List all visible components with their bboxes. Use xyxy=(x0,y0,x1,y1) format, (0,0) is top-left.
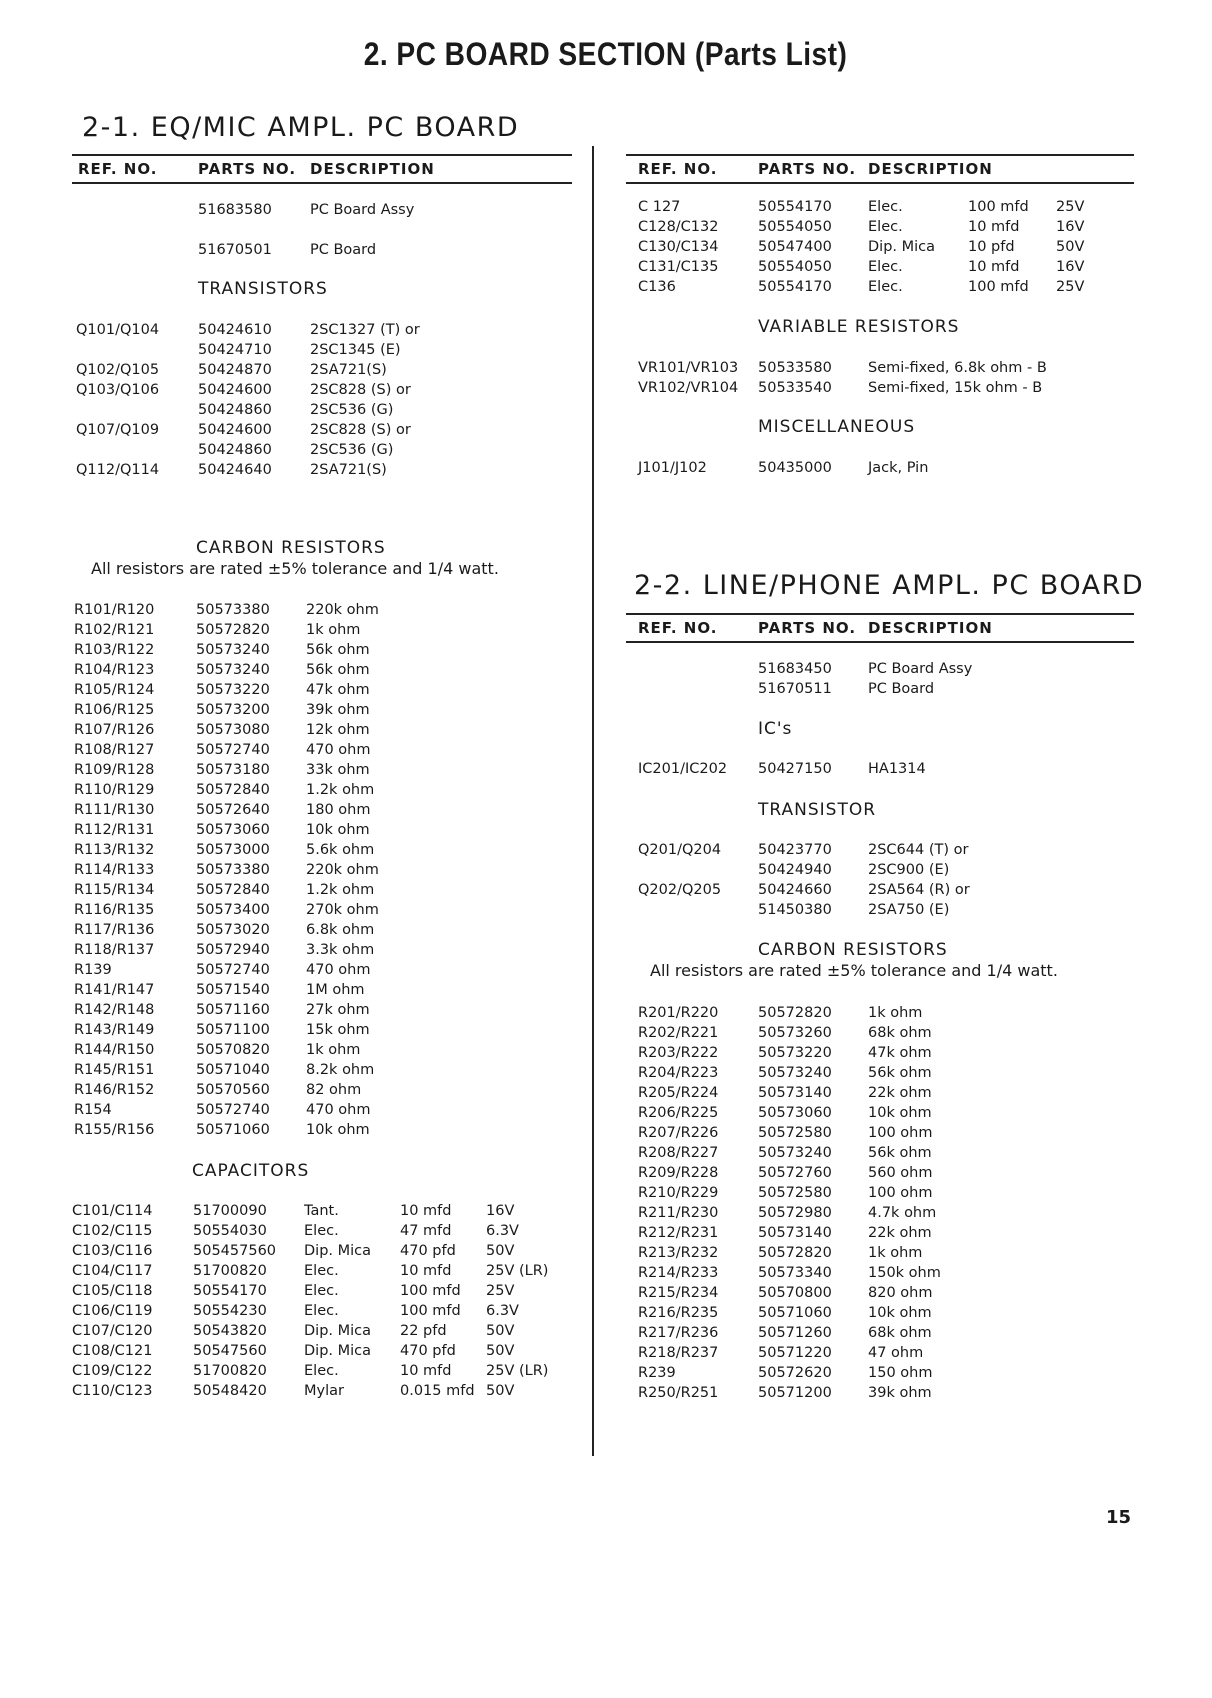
ref-no: R214/R233 xyxy=(638,1265,719,1281)
cap-type: Elec. xyxy=(868,279,903,295)
description: 56k ohm xyxy=(306,642,370,658)
parts-no: 50554170 xyxy=(193,1283,267,1299)
parts-no: 50572620 xyxy=(758,1365,832,1381)
ref-no: C101/C114 xyxy=(72,1203,153,1219)
cap-voltage: 6.3V xyxy=(486,1303,519,1319)
cap-value: 10 mfd xyxy=(968,259,1020,275)
parts-no: 51700090 xyxy=(193,1203,267,1219)
description: 5.6k ohm xyxy=(306,842,375,858)
description: 2SC1345 (E) xyxy=(310,342,401,358)
parts-no: 50554030 xyxy=(193,1223,267,1239)
ref-no: R146/R152 xyxy=(74,1082,155,1098)
cap-voltage: 6.3V xyxy=(486,1223,519,1239)
description: 10k ohm xyxy=(306,822,370,838)
ref-no: J101/J102 xyxy=(638,460,707,476)
parts-no: 50571160 xyxy=(196,1002,270,1018)
description: 150 ohm xyxy=(868,1365,933,1381)
ref-no: VR101/VR103 xyxy=(638,360,739,376)
description: 2SA721(S) xyxy=(310,362,387,378)
description: 3.3k ohm xyxy=(306,942,375,958)
parts-no: 50572760 xyxy=(758,1165,832,1181)
ref-no: C102/C115 xyxy=(72,1223,153,1239)
description: 470 ohm xyxy=(306,742,371,758)
description: 39k ohm xyxy=(306,702,370,718)
cap-type: Elec. xyxy=(868,219,903,235)
header-description: DESCRIPTION xyxy=(868,619,993,637)
parts-no: 50533540 xyxy=(758,380,832,396)
ref-no: R113/R132 xyxy=(74,842,155,858)
parts-no: 50424640 xyxy=(198,462,272,478)
ref-no: R103/R122 xyxy=(74,642,155,658)
cap-voltage: 50V xyxy=(486,1343,515,1359)
parts-no: 505457560 xyxy=(193,1243,277,1259)
ref-no: R144/R150 xyxy=(74,1042,155,1058)
description: Semi-fixed, 15k ohm - B xyxy=(868,380,1043,396)
parts-no: 50424860 xyxy=(198,442,272,458)
table-header-left xyxy=(72,154,572,184)
description: 2SC1327 (T) or xyxy=(310,322,420,338)
parts-no: 50571220 xyxy=(758,1345,832,1361)
description: 56k ohm xyxy=(868,1145,932,1161)
ref-no: C105/C118 xyxy=(72,1283,153,1299)
description: 8.2k ohm xyxy=(306,1062,375,1078)
header-ref-no: REF. NO. xyxy=(78,160,158,178)
header-description: DESCRIPTION xyxy=(868,160,993,178)
description: 68k ohm xyxy=(868,1025,932,1041)
description: 220k ohm xyxy=(306,862,379,878)
parts-no: 50572820 xyxy=(758,1245,832,1261)
parts-no: 51700820 xyxy=(193,1363,267,1379)
description: 27k ohm xyxy=(306,1002,370,1018)
cap-type: Elec. xyxy=(868,259,903,275)
description: 2SA721(S) xyxy=(310,462,387,478)
ref-no: C103/C116 xyxy=(72,1243,153,1259)
ref-no: R211/R230 xyxy=(638,1205,719,1221)
section-title-eq-mic: 2-1. EQ/MIC AMPL. PC BOARD xyxy=(82,112,520,143)
cap-type: Dip. Mica xyxy=(868,239,936,255)
header-ref-no: REF. NO. xyxy=(638,619,718,637)
description: 2SC828 (S) or xyxy=(310,422,411,438)
cap-value: 10 mfd xyxy=(400,1203,452,1219)
cap-value: 10 mfd xyxy=(400,1363,452,1379)
ref-no: R116/R135 xyxy=(74,902,155,918)
parts-no: 50573240 xyxy=(196,662,270,678)
parts-no: 51683580 xyxy=(198,202,272,218)
group-title-carbon-resistors: CARBON RESISTORS xyxy=(196,538,386,558)
description: 2SA564 (R) or xyxy=(868,882,970,898)
ref-no: R111/R130 xyxy=(74,802,155,818)
description: 1.2k ohm xyxy=(306,882,375,898)
resistor-rating-note: All resistors are rated ±5% tolerance and 1/4 watt. xyxy=(91,559,499,578)
cap-value: 470 pfd xyxy=(400,1343,456,1359)
parts-no: 50547560 xyxy=(193,1343,267,1359)
parts-no: 50571040 xyxy=(196,1062,270,1078)
parts-no: 50424600 xyxy=(198,422,272,438)
description: 68k ohm xyxy=(868,1325,932,1341)
parts-no: 50573200 xyxy=(196,702,270,718)
description: 10k ohm xyxy=(868,1305,932,1321)
parts-no: 50424710 xyxy=(198,342,272,358)
cap-voltage: 25V xyxy=(1056,199,1085,215)
parts-no: 50572820 xyxy=(196,622,270,638)
ref-no: R212/R231 xyxy=(638,1225,719,1241)
parts-no: 50424860 xyxy=(198,402,272,418)
description: PC Board Assy xyxy=(310,202,415,218)
parts-no: 50572840 xyxy=(196,782,270,798)
description: 100 ohm xyxy=(868,1185,933,1201)
ref-no: C130/C134 xyxy=(638,239,719,255)
description: PC Board xyxy=(310,242,377,258)
column-divider xyxy=(592,146,594,1456)
ref-no: R216/R235 xyxy=(638,1305,719,1321)
ref-no: R217/R236 xyxy=(638,1325,719,1341)
parts-no: 50424660 xyxy=(758,882,832,898)
parts-no: 50571540 xyxy=(196,982,270,998)
parts-no: 50572940 xyxy=(196,942,270,958)
ref-no: R250/R251 xyxy=(638,1385,719,1401)
ref-no: R107/R126 xyxy=(74,722,155,738)
description: 22k ohm xyxy=(868,1225,932,1241)
parts-no: 50572580 xyxy=(758,1185,832,1201)
ref-no: R110/R129 xyxy=(74,782,155,798)
cap-value: 100 mfd xyxy=(968,199,1029,215)
ref-no: R101/R120 xyxy=(74,602,155,618)
parts-no: 50571200 xyxy=(758,1385,832,1401)
cap-value: 100 mfd xyxy=(400,1283,461,1299)
ref-no: R145/R151 xyxy=(74,1062,155,1078)
cap-voltage: 16V xyxy=(1056,259,1085,275)
resistor-rating-note: All resistors are rated ±5% tolerance and 1/4 watt. xyxy=(650,961,1058,980)
parts-no: 50570560 xyxy=(196,1082,270,1098)
description: 1k ohm xyxy=(306,622,361,638)
ref-no: R143/R149 xyxy=(74,1022,155,1038)
cap-type: Dip. Mica xyxy=(304,1343,372,1359)
parts-no: 50570800 xyxy=(758,1285,832,1301)
cap-voltage: 50V xyxy=(1056,239,1085,255)
cap-voltage: 16V xyxy=(1056,219,1085,235)
description: 47k ohm xyxy=(868,1045,932,1061)
description: 33k ohm xyxy=(306,762,370,778)
cap-type: Dip. Mica xyxy=(304,1243,372,1259)
cap-value: 22 pfd xyxy=(400,1323,447,1339)
table-header-line-phone xyxy=(626,613,1134,643)
description: 270k ohm xyxy=(306,902,379,918)
description: 1k ohm xyxy=(868,1245,923,1261)
parts-no: 50573180 xyxy=(196,762,270,778)
ref-no: R155/R156 xyxy=(74,1122,155,1138)
cap-value: 47 mfd xyxy=(400,1223,452,1239)
parts-no: 50573380 xyxy=(196,862,270,878)
ref-no: C136 xyxy=(638,279,676,295)
ref-no: R204/R223 xyxy=(638,1065,719,1081)
ref-no: R114/R133 xyxy=(74,862,155,878)
description: 1.2k ohm xyxy=(306,782,375,798)
parts-no: 50571260 xyxy=(758,1325,832,1341)
ref-no: Q102/Q105 xyxy=(76,362,160,378)
ref-no: R115/R134 xyxy=(74,882,155,898)
description: PC Board Assy xyxy=(868,661,973,677)
description: 1M ohm xyxy=(306,982,365,998)
header-description: DESCRIPTION xyxy=(310,160,435,178)
cap-value: 100 mfd xyxy=(400,1303,461,1319)
description: 82 ohm xyxy=(306,1082,362,1098)
cap-value: 10 pfd xyxy=(968,239,1015,255)
description: 470 ohm xyxy=(306,1102,371,1118)
ref-no: C107/C120 xyxy=(72,1323,153,1339)
description: PC Board xyxy=(868,681,935,697)
ref-no: Q202/Q205 xyxy=(638,882,722,898)
cap-type: Mylar xyxy=(304,1383,344,1399)
table-header-right xyxy=(626,154,1134,184)
cap-value: 10 mfd xyxy=(400,1263,452,1279)
description: 560 ohm xyxy=(868,1165,933,1181)
header-parts-no: PARTS NO. xyxy=(198,160,297,178)
header-ref-no: REF. NO. xyxy=(638,160,718,178)
ref-no: R205/R224 xyxy=(638,1085,719,1101)
ref-no: C128/C132 xyxy=(638,219,719,235)
ref-no: R207/R226 xyxy=(638,1125,719,1141)
description: 22k ohm xyxy=(868,1085,932,1101)
parts-no: 50533580 xyxy=(758,360,832,376)
parts-no: 50573220 xyxy=(196,682,270,698)
description: 12k ohm xyxy=(306,722,370,738)
description: 39k ohm xyxy=(868,1385,932,1401)
parts-no: 50572580 xyxy=(758,1125,832,1141)
ref-no: Q112/Q114 xyxy=(76,462,160,478)
parts-no: 50571060 xyxy=(196,1122,270,1138)
parts-no: 50543820 xyxy=(193,1323,267,1339)
ref-no: R141/R147 xyxy=(74,982,155,998)
cap-type: Elec. xyxy=(304,1283,339,1299)
parts-no: 50572740 xyxy=(196,1102,270,1118)
cap-type: Elec. xyxy=(868,199,903,215)
cap-type: Elec. xyxy=(304,1223,339,1239)
ref-no: C109/C122 xyxy=(72,1363,153,1379)
cap-value: 10 mfd xyxy=(968,219,1020,235)
ref-no: R106/R125 xyxy=(74,702,155,718)
parts-no: 50547400 xyxy=(758,239,832,255)
ref-no: Q107/Q109 xyxy=(76,422,160,438)
ref-no: R109/R128 xyxy=(74,762,155,778)
parts-no: 50571060 xyxy=(758,1305,832,1321)
ref-no: R108/R127 xyxy=(74,742,155,758)
description: 470 ohm xyxy=(306,962,371,978)
description: 2SC536 (G) xyxy=(310,442,394,458)
cap-type: Tant. xyxy=(304,1203,339,1219)
cap-voltage: 16V xyxy=(486,1203,515,1219)
parts-no: 50573240 xyxy=(196,642,270,658)
description: 1k ohm xyxy=(306,1042,361,1058)
description: Jack, Pin xyxy=(868,460,929,476)
cap-voltage: 25V xyxy=(486,1283,515,1299)
ref-no: R142/R148 xyxy=(74,1002,155,1018)
parts-no: 50573140 xyxy=(758,1225,832,1241)
cap-voltage: 25V (LR) xyxy=(486,1263,549,1279)
ref-no: R117/R136 xyxy=(74,922,155,938)
description: 2SC536 (G) xyxy=(310,402,394,418)
parts-no: 50424940 xyxy=(758,862,832,878)
group-title-capacitors: CAPACITORS xyxy=(192,1161,310,1181)
ref-no: R102/R121 xyxy=(74,622,155,638)
parts-no: 50573240 xyxy=(758,1145,832,1161)
parts-no: 50572740 xyxy=(196,962,270,978)
description: HA1314 xyxy=(868,761,926,777)
group-title-transistor: TRANSISTOR xyxy=(758,800,877,820)
parts-no: 50435000 xyxy=(758,460,832,476)
cap-voltage: 25V (LR) xyxy=(486,1363,549,1379)
parts-no: 50573020 xyxy=(196,922,270,938)
description: 2SC900 (E) xyxy=(868,862,950,878)
ref-no: Q201/Q204 xyxy=(638,842,722,858)
cap-value: 470 pfd xyxy=(400,1243,456,1259)
cap-voltage: 25V xyxy=(1056,279,1085,295)
parts-no: 50424600 xyxy=(198,382,272,398)
parts-no: 50573340 xyxy=(758,1265,832,1281)
description: 820 ohm xyxy=(868,1285,933,1301)
parts-no: 50573000 xyxy=(196,842,270,858)
ref-no: R218/R237 xyxy=(638,1345,719,1361)
description: 56k ohm xyxy=(306,662,370,678)
parts-no: 50572740 xyxy=(196,742,270,758)
group-title-carbon-resistors: CARBON RESISTORS xyxy=(758,940,948,960)
ref-no: C104/C117 xyxy=(72,1263,153,1279)
ref-no: R154 xyxy=(74,1102,112,1118)
ref-no: R208/R227 xyxy=(638,1145,719,1161)
ref-no: R118/R137 xyxy=(74,942,155,958)
ref-no: R209/R228 xyxy=(638,1165,719,1181)
parts-no: 50573220 xyxy=(758,1045,832,1061)
ref-no: R206/R225 xyxy=(638,1105,719,1121)
parts-no: 51683450 xyxy=(758,661,832,677)
cap-voltage: 50V xyxy=(486,1243,515,1259)
parts-no: 50423770 xyxy=(758,842,832,858)
ref-no: C110/C123 xyxy=(72,1383,153,1399)
parts-no: 50573140 xyxy=(758,1085,832,1101)
ref-no: C108/C121 xyxy=(72,1343,153,1359)
parts-no: 50573060 xyxy=(196,822,270,838)
ref-no: R105/R124 xyxy=(74,682,155,698)
parts-no: 50571100 xyxy=(196,1022,270,1038)
parts-no: 50570820 xyxy=(196,1042,270,1058)
description: 15k ohm xyxy=(306,1022,370,1038)
parts-no: 50573080 xyxy=(196,722,270,738)
parts-no: 50424610 xyxy=(198,322,272,338)
description: 10k ohm xyxy=(868,1105,932,1121)
parts-no: 50573240 xyxy=(758,1065,832,1081)
description: 6.8k ohm xyxy=(306,922,375,938)
header-parts-no: PARTS NO. xyxy=(758,160,857,178)
parts-no: 50573380 xyxy=(196,602,270,618)
ref-no: R112/R131 xyxy=(74,822,155,838)
ref-no: R215/R234 xyxy=(638,1285,719,1301)
ref-no: IC201/IC202 xyxy=(638,761,728,777)
description: 2SC828 (S) or xyxy=(310,382,411,398)
ref-no: C131/C135 xyxy=(638,259,719,275)
description: Semi-fixed, 6.8k ohm - B xyxy=(868,360,1047,376)
ref-no: R213/R232 xyxy=(638,1245,719,1261)
ref-no: R139 xyxy=(74,962,112,978)
parts-no: 51670511 xyxy=(758,681,832,697)
parts-no: 50572640 xyxy=(196,802,270,818)
parts-no: 50572840 xyxy=(196,882,270,898)
parts-no: 50573260 xyxy=(758,1025,832,1041)
description: 220k ohm xyxy=(306,602,379,618)
ref-no: C 127 xyxy=(638,199,681,215)
parts-no: 50427150 xyxy=(758,761,832,777)
parts-no: 50572980 xyxy=(758,1205,832,1221)
parts-no: 50554050 xyxy=(758,219,832,235)
description: 56k ohm xyxy=(868,1065,932,1081)
cap-type: Elec. xyxy=(304,1363,339,1379)
cap-voltage: 50V xyxy=(486,1323,515,1339)
cap-voltage: 50V xyxy=(486,1383,515,1399)
cap-value: 100 mfd xyxy=(968,279,1029,295)
parts-no: 51700820 xyxy=(193,1263,267,1279)
page-title: 2. PC BOARD SECTION (Parts List) xyxy=(363,36,848,72)
parts-no: 50573400 xyxy=(196,902,270,918)
parts-no: 51450380 xyxy=(758,902,832,918)
description: 4.7k ohm xyxy=(868,1205,937,1221)
parts-no: 50554170 xyxy=(758,199,832,215)
cap-value: 0.015 mfd xyxy=(400,1383,475,1399)
ref-no: R239 xyxy=(638,1365,676,1381)
ref-no: R202/R221 xyxy=(638,1025,719,1041)
ref-no: R104/R123 xyxy=(74,662,155,678)
group-title-miscellaneous: MISCELLANEOUS xyxy=(758,417,916,437)
ref-no: R210/R229 xyxy=(638,1185,719,1201)
ref-no: R203/R222 xyxy=(638,1045,719,1061)
parts-no: 50572820 xyxy=(758,1005,832,1021)
header-parts-no: PARTS NO. xyxy=(758,619,857,637)
description: 100 ohm xyxy=(868,1125,933,1141)
cap-type: Dip. Mica xyxy=(304,1323,372,1339)
parts-no: 50554050 xyxy=(758,259,832,275)
description: 10k ohm xyxy=(306,1122,370,1138)
parts-no: 50554230 xyxy=(193,1303,267,1319)
ref-no: Q101/Q104 xyxy=(76,322,160,338)
group-title-transistors: TRANSISTORS xyxy=(198,279,328,299)
ref-no: Q103/Q106 xyxy=(76,382,160,398)
parts-no: 50548420 xyxy=(193,1383,267,1399)
section-title-line-phone: 2-2. LINE/PHONE AMPL. PC BOARD xyxy=(634,570,1145,601)
ref-no: C106/C119 xyxy=(72,1303,153,1319)
description: 2SA750 (E) xyxy=(868,902,950,918)
parts-no: 50424870 xyxy=(198,362,272,378)
description: 180 ohm xyxy=(306,802,371,818)
group-title-ics: IC's xyxy=(758,719,793,739)
parts-no: 50554170 xyxy=(758,279,832,295)
description: 1k ohm xyxy=(868,1005,923,1021)
ref-no: VR102/VR104 xyxy=(638,380,739,396)
page-number: 15 xyxy=(1106,1507,1132,1528)
parts-no: 50573060 xyxy=(758,1105,832,1121)
group-title-variable-resistors: VARIABLE RESISTORS xyxy=(758,317,960,337)
description: 150k ohm xyxy=(868,1265,941,1281)
description: 47 ohm xyxy=(868,1345,924,1361)
cap-type: Elec. xyxy=(304,1303,339,1319)
description: 47k ohm xyxy=(306,682,370,698)
parts-no: 51670501 xyxy=(198,242,272,258)
ref-no: R201/R220 xyxy=(638,1005,719,1021)
cap-type: Elec. xyxy=(304,1263,339,1279)
description: 2SC644 (T) or xyxy=(868,842,969,858)
